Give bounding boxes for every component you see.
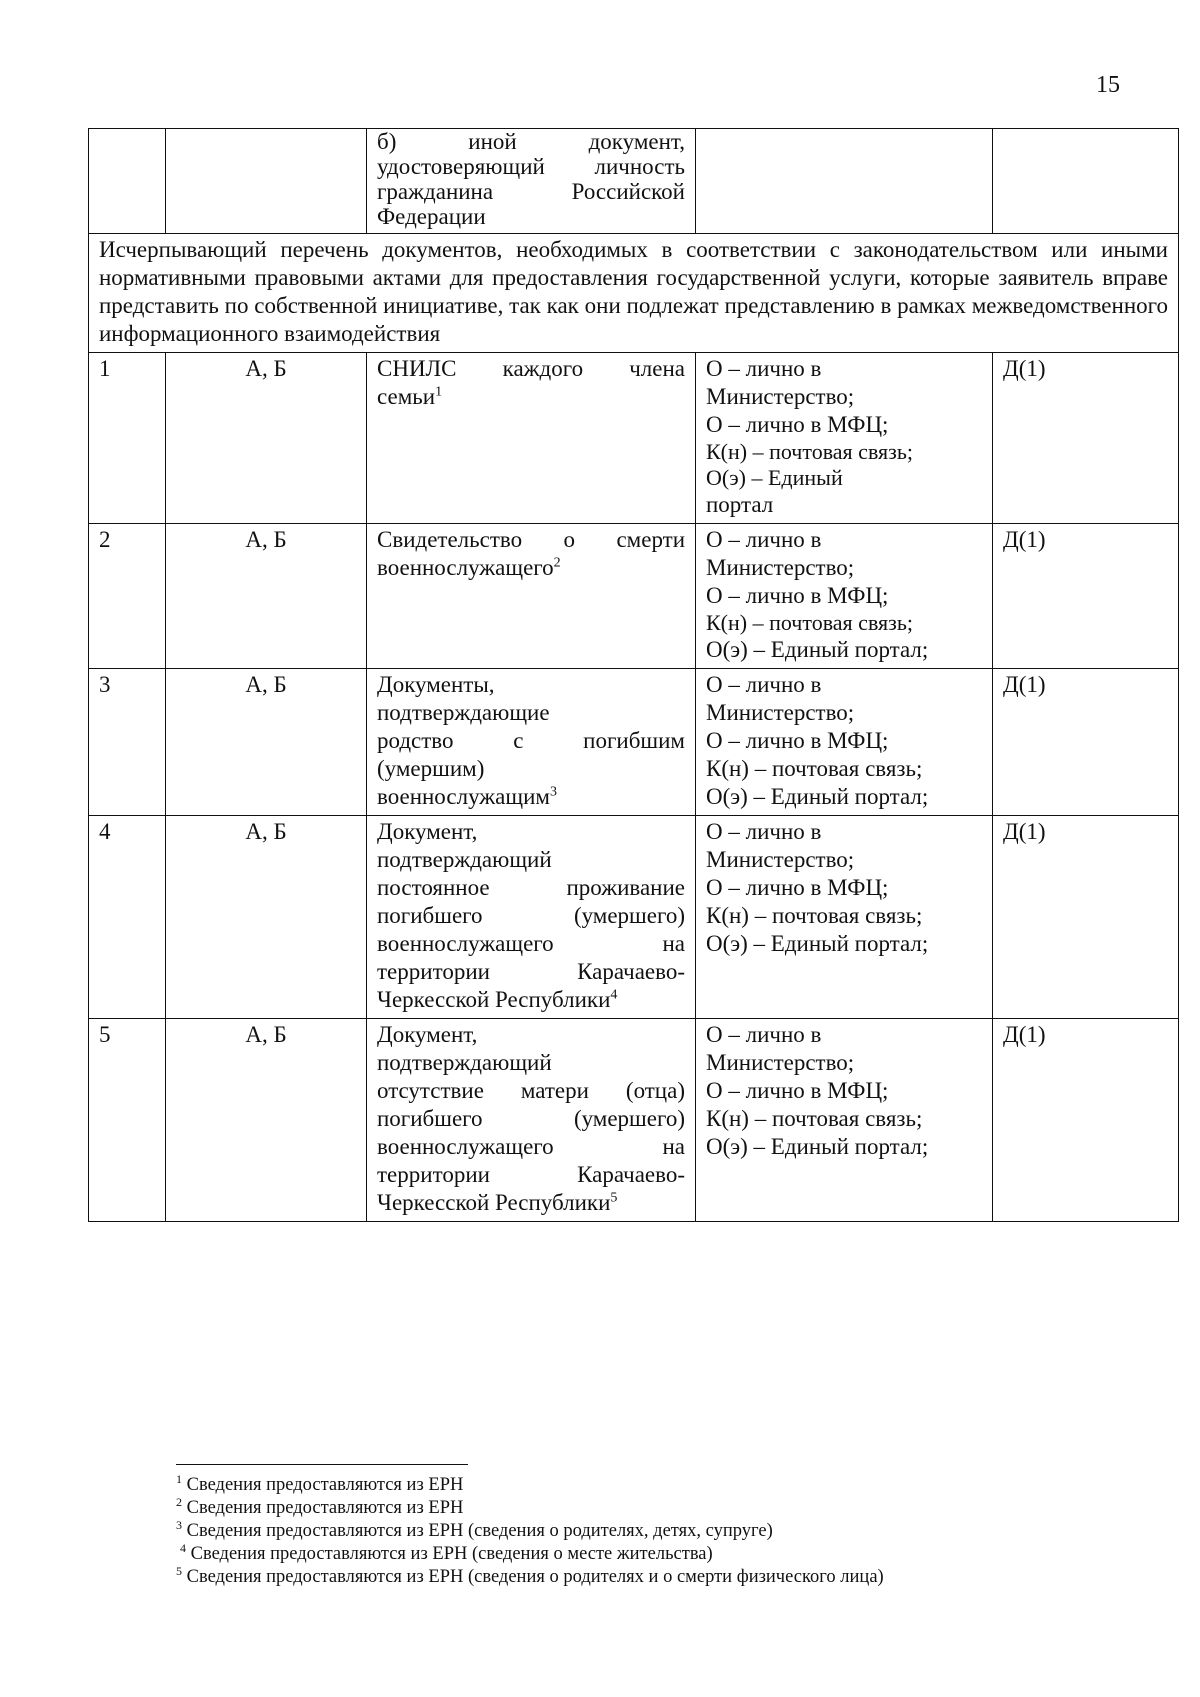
footnote — [176, 1494, 1076, 1520]
doc-line — [377, 783, 685, 811]
doc-line: Свидетельство о смерти — [377, 527, 685, 552]
way-line: Министерство; — [706, 847, 855, 872]
cell-document — [367, 816, 696, 1019]
way-line: портал — [706, 492, 774, 517]
way-line: О(э) – Единый портал; — [706, 1134, 929, 1159]
table-row — [89, 353, 1179, 524]
doc-line: погибшего (умершего) — [377, 903, 685, 928]
cell-category: А, Б — [166, 353, 367, 524]
cell-submission-ways — [696, 669, 993, 816]
cell-submission-ways — [696, 1019, 993, 1222]
cell-type: Д(1) — [993, 669, 1179, 816]
cell-num: 4 — [89, 816, 166, 1019]
cell-category — [166, 129, 367, 234]
doc-line: отсутствие матери (отца) — [377, 1078, 685, 1103]
table-row-continuation — [89, 129, 1179, 234]
footnote-mark: 2 — [176, 1494, 182, 1509]
footnote-ref: 4 — [610, 987, 618, 1003]
doc-line: (умершим) — [377, 756, 485, 781]
footnote — [176, 1540, 1076, 1566]
cell-document — [367, 669, 696, 816]
way-line: К(н) – почтовая связь; — [706, 1106, 923, 1131]
doc-line: Документ, — [377, 1022, 478, 1047]
footnote-ref: 5 — [610, 1190, 618, 1206]
cell-type: Д(1) — [993, 524, 1179, 669]
doc-line: Документы, — [377, 672, 495, 697]
cell-num: 3 — [89, 669, 166, 816]
cell-document — [367, 129, 696, 234]
footnote-ref: 3 — [549, 784, 557, 800]
way-line: О – лично в МФЦ; — [706, 1078, 889, 1103]
way-line: Министерство; — [706, 700, 855, 725]
footnote-mark: 4 — [180, 1540, 186, 1555]
way-line: К(н) – почтовая связь; — [706, 610, 913, 635]
doc-line — [377, 986, 685, 1014]
way-line: О – лично в МФЦ; — [706, 875, 889, 900]
doc-line: постоянное проживание — [377, 875, 685, 900]
way-line: О(э) – Единый — [706, 465, 843, 490]
cell-type — [993, 129, 1179, 234]
cell-num: 1 — [89, 353, 166, 524]
footnote-text: Сведения предоставляются из ЕРН (сведения о месте жительства) — [190, 1544, 713, 1564]
doc-line — [377, 383, 685, 411]
way-line: О(э) – Единый портал; — [706, 637, 929, 662]
doc-line: территории Карачаево- — [377, 959, 685, 984]
footnote — [176, 1471, 1076, 1497]
doc-line: родство с погибшим — [377, 728, 685, 753]
way-line: О – лично в МФЦ; — [706, 412, 889, 437]
cell-num: 5 — [89, 1019, 166, 1222]
doc-line: гражданина Российской — [377, 179, 685, 204]
way-line: Министерство; — [706, 1050, 855, 1075]
cell-type: Д(1) — [993, 353, 1179, 524]
footnote-separator — [176, 1464, 468, 1465]
way-line: О – лично в — [706, 527, 822, 552]
cell-category: А, Б — [166, 524, 367, 669]
footnote-text: Сведения предоставляются из ЕРН (сведения о родителях, детях, супруге) — [186, 1521, 773, 1541]
cell-type: Д(1) — [993, 1019, 1179, 1222]
doc-line: военнослужащего на — [377, 1134, 685, 1159]
way-line: О(э) – Единый портал; — [706, 931, 929, 956]
footnote-mark: 5 — [176, 1563, 182, 1578]
footnote — [176, 1517, 1076, 1543]
doc-line-text: военнослужащим — [377, 784, 550, 809]
way-line: О – лично в — [706, 819, 822, 844]
doc-line: подтверждающий — [377, 1050, 552, 1075]
doc-line: военнослужащего на — [377, 931, 685, 956]
doc-line — [377, 1189, 685, 1217]
way-line: О – лично в МФЦ; — [706, 583, 889, 608]
cell-category: А, Б — [166, 816, 367, 1019]
section-heading: Исчерпывающий перечень документов, необходимых в соответствии с законодательством или иными нормативными правовыми актами для предоставления государственной услуги, которые заявитель вправе представить по собственной инициативе, так как они подлежат представлению в рамках межведомственного информационного взаимодействия — [89, 234, 1179, 353]
cell-category: А, Б — [166, 669, 367, 816]
table-row — [89, 669, 1179, 816]
cell-submission-ways — [696, 524, 993, 669]
way-line: Министерство; — [706, 555, 855, 580]
cell-document — [367, 1019, 696, 1222]
footnote-ref: 1 — [435, 384, 443, 400]
doc-line-text: семьи — [377, 384, 436, 409]
doc-line — [377, 554, 685, 582]
documents-table — [88, 128, 1179, 1222]
footnote-ref: 2 — [553, 555, 561, 571]
doc-line-text: Черкесской Республики — [377, 1190, 611, 1215]
table-row — [89, 524, 1179, 669]
footnote — [176, 1563, 1076, 1589]
doc-line: удостоверяющий личность — [377, 154, 685, 179]
way-line: О – лично в — [706, 1022, 822, 1047]
doc-line: подтверждающий — [377, 847, 552, 872]
footnote-text: Сведения предоставляются из ЕРН — [186, 1498, 464, 1518]
doc-line: территории Карачаево- — [377, 1162, 685, 1187]
way-line: К(н) – почтовая связь; — [706, 903, 923, 928]
way-line: К(н) – почтовая связь; — [706, 756, 923, 781]
footnotes — [176, 1471, 1076, 1589]
way-line: К(н) – почтовая связь; — [706, 439, 913, 464]
doc-line: Федерации — [377, 204, 486, 229]
cell-num — [89, 129, 166, 234]
cell-category: А, Б — [166, 1019, 367, 1222]
doc-line: погибшего (умершего) — [377, 1106, 685, 1131]
cell-document — [367, 353, 696, 524]
way-line: Министерство; — [706, 384, 855, 409]
table-row — [89, 816, 1179, 1019]
doc-line-text: Черкесской Республики — [377, 987, 611, 1012]
way-line: О – лично в — [706, 356, 822, 381]
way-line: О – лично в — [706, 672, 822, 697]
doc-line: подтверждающие — [377, 700, 550, 725]
footnote-mark: 3 — [176, 1517, 182, 1532]
cell-num: 2 — [89, 524, 166, 669]
doc-line: б) иной документ, — [377, 129, 685, 154]
way-line: О(э) – Единый портал; — [706, 784, 929, 809]
doc-line: Документ, — [377, 819, 478, 844]
doc-line-text: военнослужащего — [377, 555, 554, 580]
doc-line: СНИЛС каждого члена — [377, 356, 685, 381]
footnote-mark: 1 — [176, 1471, 182, 1486]
footnote-text: Сведения предоставляются из ЕРН — [186, 1475, 464, 1495]
way-line: О – лично в МФЦ; — [706, 728, 889, 753]
cell-submission-ways — [696, 129, 993, 234]
footnote-text: Сведения предоставляются из ЕРН (сведения о родителях и о смерти физического лица) — [186, 1567, 884, 1587]
cell-submission-ways — [696, 353, 993, 524]
cell-document — [367, 524, 696, 669]
page-number: 15 — [1096, 72, 1120, 98]
table-row-section-heading — [89, 234, 1179, 353]
cell-type: Д(1) — [993, 816, 1179, 1019]
cell-submission-ways — [696, 816, 993, 1019]
table-row — [89, 1019, 1179, 1222]
